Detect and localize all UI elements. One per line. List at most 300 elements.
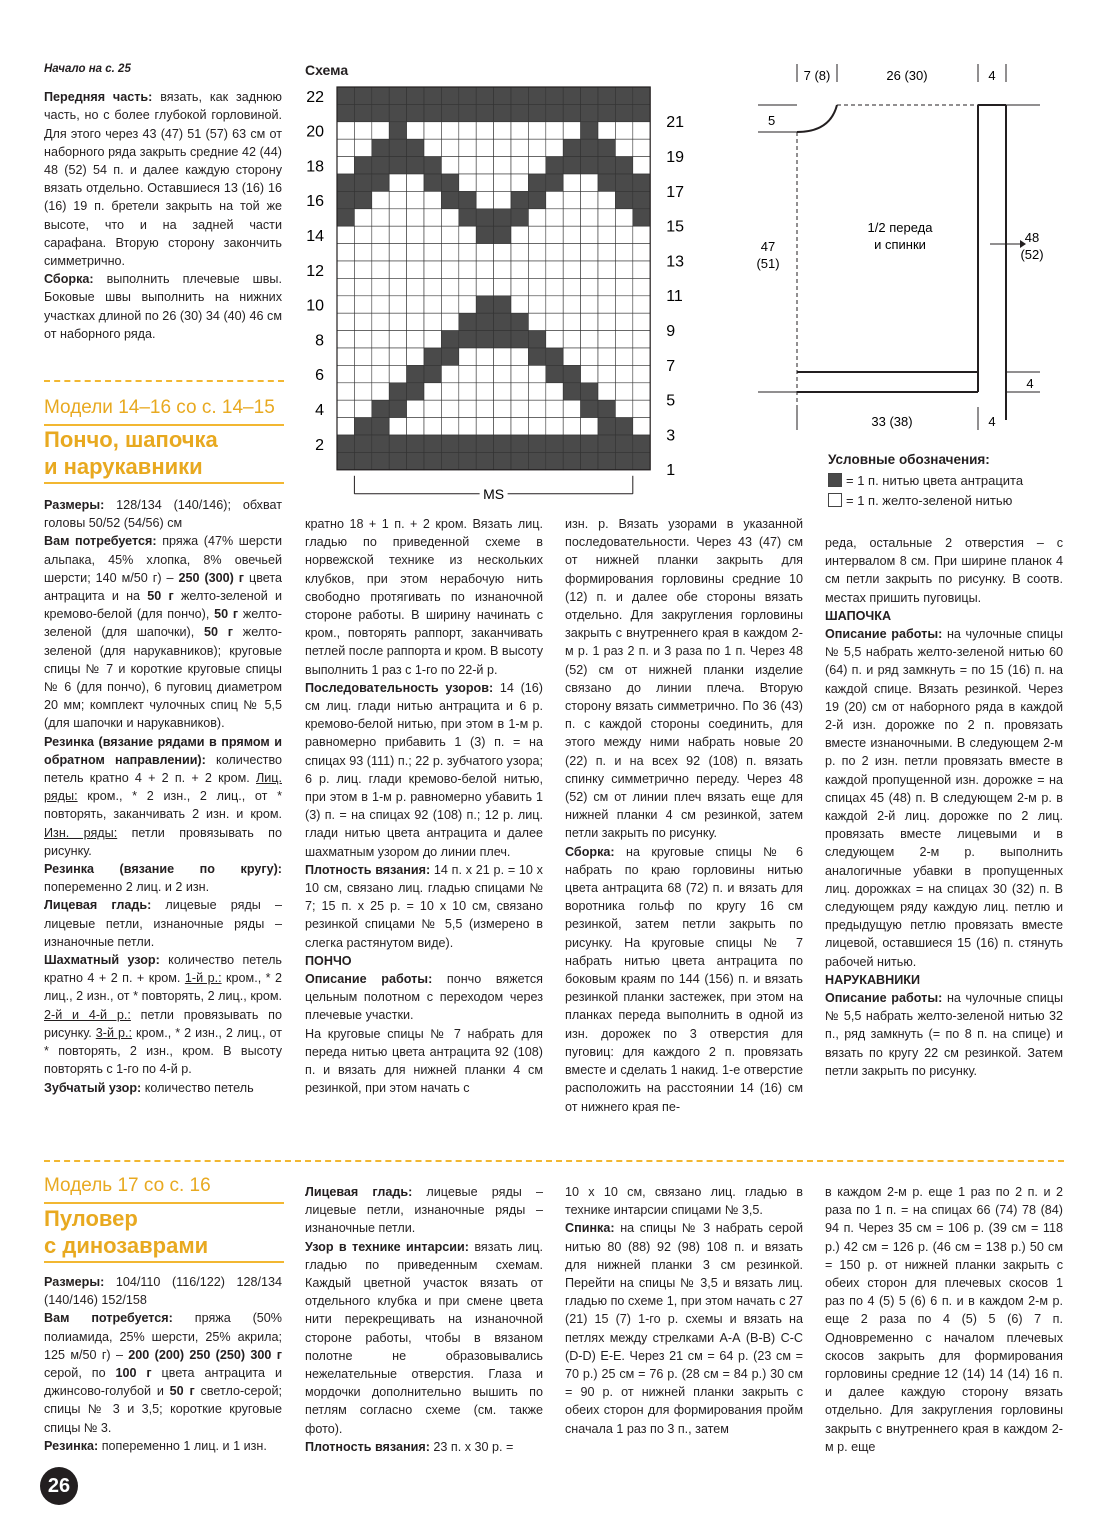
- chart-cell: [581, 296, 598, 313]
- body-text: на спицы № 3 набрать серой нитью 80 (88) 92 (98) 108 п. и вязать для нижней планки 3 см резинкой. Перейти на спицы № 3,5 и вязать лиц. гладью по схеме 1, при этом начать с 27 (21) 15 (7) 1-го р. схемы и вязать на петлях между стрелками А-А (В-В) С-С (D-D) Е-Е. Через 21 см = 64 р. (23 см = 70 р.) 25 см = 76 р. (28 см = 84 р.) 30 см = 90 р. от нижней планки закрыть с обеих сторон для формирования пройм сначала 1 раз по 3 п., затем: [565, 1221, 803, 1436]
- chart-cell: [528, 174, 545, 191]
- body-text: желто-зеленой (для нарукавников); круговые спицы № 7 и короткие круговые спицы № 6 (для пончо), 6 пуговиц диаметром 20 мм; комплект чулочных спиц № 5,5 (для шапочки и нарукавников).: [44, 625, 282, 731]
- dim-band-height: 4: [1026, 376, 1034, 391]
- chart-cell: [598, 191, 615, 208]
- chart-cell: [424, 452, 441, 469]
- chart-cell: [615, 383, 632, 400]
- chart-cell: [372, 226, 389, 243]
- chart-cell: [389, 104, 406, 121]
- chart-cell: [563, 209, 580, 226]
- chart-cell: [389, 261, 406, 278]
- body-text: в каждом 2-м р. еще 1 раз по 2 п. и 2 раза по 1 п. = на спицах 66 (74) 78 (84) 94 п. Через 35 см = 106 р. (39 см = 118 р.) 42 см = 126 р. (46 см = 138 р.) 50 см = 150 р. от нижней планки закрыть с обеих сторон для плечевых скосов 1 раз по 4 (5) 5 (6) 6 п. и в каждом 2-м р. еще 2 раза по 4 (5) 5 (6) 7 п. Одновременно с началом плечевых скосов закрыть для формирования горловины средние 12 (14) 14 (14) 16 п. и далее каждую сторону вязать отдельно. Для закругления горловины закрыть с внутреннего края в каждом 2-м р. еще: [825, 1185, 1063, 1454]
- legend-text-dark: = 1 п. нитью цвета антрацита: [846, 472, 1024, 488]
- chart-cell: [563, 244, 580, 261]
- chart-cell: [494, 226, 511, 243]
- chart-cell: [389, 435, 406, 452]
- chart-cell: [354, 244, 371, 261]
- chart-cell: [389, 296, 406, 313]
- chart-cell: [337, 261, 354, 278]
- paragraph: [44, 1273, 282, 1309]
- bold-label: ШАПОЧКА: [825, 608, 892, 623]
- chart-cell: [389, 157, 406, 174]
- chart-cell: [459, 435, 476, 452]
- bold-label: Последовательность узоров:: [305, 680, 494, 695]
- chart-cell: [459, 452, 476, 469]
- chart-cell: [511, 87, 528, 104]
- chart-cell: [476, 452, 493, 469]
- chart-cell: [476, 365, 493, 382]
- model-17-tag-underline: [44, 1202, 284, 1204]
- paragraph: [44, 951, 282, 1078]
- chart-cell: [476, 87, 493, 104]
- chart-cell: [407, 139, 424, 156]
- body-text: попеременно 2 лиц. и 2 изн.: [44, 880, 210, 895]
- chart-cell: [528, 226, 545, 243]
- bold-label: ПОНЧО: [305, 953, 352, 968]
- paragraph: [44, 1309, 282, 1436]
- chart-cell: [476, 122, 493, 139]
- chart-cell: [598, 122, 615, 139]
- chart-cell: [598, 313, 615, 330]
- chart-cell: [337, 157, 354, 174]
- dim-top-neck: 7 (8): [803, 68, 831, 83]
- body-text: кром., * 2 изн., 2 лиц., от * повторять, 2 изн., кром. В высоту повторять с 1-го по 4-й р.: [44, 1025, 282, 1077]
- chart-cell: [546, 174, 563, 191]
- section-divider: [44, 380, 284, 382]
- chart-cell: [633, 296, 650, 313]
- chart-cell: [563, 400, 580, 417]
- body-text: пончо вяжется цельным полотном с переходом через плечевые участки.: [305, 972, 543, 1023]
- chart-cell: [459, 261, 476, 278]
- chart-cell: [337, 191, 354, 208]
- chart-cell: [581, 191, 598, 208]
- chart-cell: [633, 348, 650, 365]
- chart-cell: [441, 209, 458, 226]
- paragraph: [44, 1437, 282, 1455]
- text-column-2: [305, 515, 543, 1098]
- chart-cell: [441, 383, 458, 400]
- chart-cell: [424, 331, 441, 348]
- chart-cell: [546, 191, 563, 208]
- dim-neck-depth: 5: [768, 113, 776, 128]
- chart-cell: [546, 418, 563, 435]
- chart-cell: [563, 191, 580, 208]
- chart-cell: [407, 226, 424, 243]
- chart-cell: [441, 157, 458, 174]
- chart-cell: [511, 191, 528, 208]
- chart-cell: [546, 87, 563, 104]
- paragraph: [825, 989, 1063, 1080]
- chart-cell: [546, 278, 563, 295]
- chart-cell: [511, 122, 528, 139]
- chart-cell: [528, 331, 545, 348]
- chart-cell: [494, 209, 511, 226]
- legend-title: Условные обозначения:: [828, 452, 990, 467]
- chart-cell: [494, 400, 511, 417]
- chart-cell: [407, 87, 424, 104]
- assembly-label: Сборка:: [44, 272, 94, 287]
- chart-cell: [424, 174, 441, 191]
- chart-cell: [424, 383, 441, 400]
- chart-cell: [511, 261, 528, 278]
- row-number-left: 4: [315, 401, 324, 419]
- chart-cell: [354, 331, 371, 348]
- chart-cell: [407, 383, 424, 400]
- chart-cell: [511, 418, 528, 435]
- chart-cell: [615, 122, 632, 139]
- chart-cell: [389, 209, 406, 226]
- chart-cell: [494, 365, 511, 382]
- body-text: кром., * 2 лиц., 2 изн., от * повторять, 2 лиц., кром.: [44, 971, 283, 1004]
- chart-cell: [581, 383, 598, 400]
- bold-label: Описание работы:: [825, 627, 943, 642]
- chart-cell: [546, 209, 563, 226]
- knitting-chart: [300, 82, 720, 522]
- body-text: реда, остальные 2 отверстия – с интервалом 8 см. При ширине планок 4 см петли закрыть по рисунку. В соотв. местах пришить пуговицы.: [825, 536, 1063, 605]
- chart-cell: [389, 226, 406, 243]
- dim-height-right-alt: (52): [1020, 247, 1044, 262]
- body-text: пряжа (50% полиамида, 25% шерсти, 25% акрила; 125 м/50 г) –: [44, 1311, 283, 1362]
- body-text: 14 п. х 21 р. = 10 х 10 см, связано лиц. гладью спицами № 7; 15 п. х 25 р. = 10 х 10 см, связано резинкой спицами № 5,5 (измерено в слегка растянутом виде).: [305, 862, 543, 950]
- model-title-line1: Пончо, шапочка: [44, 427, 218, 452]
- bold-label: 50 г: [214, 607, 239, 622]
- dim-height-left-alt: (51): [756, 256, 780, 271]
- chart-cell: [354, 209, 371, 226]
- chart-cell: [633, 104, 650, 121]
- chart-cell: [459, 122, 476, 139]
- chart-cell: [337, 278, 354, 295]
- chart-cell: [407, 278, 424, 295]
- bold-label: 100 г: [115, 1366, 152, 1381]
- chart-cell: [546, 383, 563, 400]
- chart-cell: [441, 452, 458, 469]
- chart-cell: [615, 157, 632, 174]
- chart-cell: [546, 244, 563, 261]
- chart-cell: [633, 452, 650, 469]
- chart-cell: [476, 418, 493, 435]
- body-text: количество петель: [141, 1080, 254, 1095]
- legend-item-dark: [828, 470, 1023, 490]
- chart-cell: [441, 87, 458, 104]
- chart-cell: [528, 313, 545, 330]
- chart-cell: [354, 139, 371, 156]
- paragraph: [305, 970, 543, 1025]
- chart-cell: [424, 261, 441, 278]
- paragraph: [44, 896, 282, 951]
- chart-cell: [441, 226, 458, 243]
- chart-cell: [407, 191, 424, 208]
- chart-cell: [615, 313, 632, 330]
- chart-cell: [424, 418, 441, 435]
- body-text: пряжа (47% шерсти альпака, 45% хлопка, 8% овечьей шерсти; 140 м/50 г) –: [44, 534, 283, 585]
- chart-cell: [441, 331, 458, 348]
- paragraph: [305, 515, 543, 679]
- chart-cell: [615, 400, 632, 417]
- chart-cell: [546, 157, 563, 174]
- row-number-left: 12: [306, 262, 324, 280]
- chart-cell: [633, 87, 650, 104]
- model-17-title-line1: Пуловер: [44, 1206, 138, 1231]
- body-text: на круговые спицы № 6 набрать по краю горловины нитью цвета антрацита 68 (72) п. и вязать для воротника гольф по кругу 16 см резинкой, затем петли закрыть по рисунку. На круговые спицы № 7 набрать нитью цвета антрацита по боковым краям по 144 (156) п. и вязать резинкой планки застежек, при этом на планках переда выполнить в одной из изн. дорожек по 3 отверстия для пуговиц: для каждого 2 п. провязать вместе и сделать 1 накид. 1-е отверстие расположить на расстоянии 14 (16) см от нижнего края пе-: [565, 844, 803, 1114]
- chart-cell: [494, 278, 511, 295]
- chart-cell: [424, 226, 441, 243]
- chart-cell: [528, 435, 545, 452]
- chart-cell: [337, 348, 354, 365]
- chart-cell: [598, 139, 615, 156]
- chart-cell: [581, 278, 598, 295]
- chart-cell: [563, 296, 580, 313]
- bold-label: Спинка:: [565, 1221, 615, 1236]
- chart-cell: [598, 348, 615, 365]
- section-divider-2: [44, 1160, 1064, 1162]
- bold-label: Вам потребуется:: [44, 534, 157, 549]
- chart-cell: [459, 174, 476, 191]
- chart-cell: [389, 348, 406, 365]
- chart-cell: [528, 400, 545, 417]
- chart-cell: [615, 87, 632, 104]
- chart-cell: [633, 313, 650, 330]
- chart-cell: [389, 452, 406, 469]
- front-text: вязать, как заднюю часть, но с более глубокой горловиной. Для этого через 43 (47) 51 (57) 63 см от наборного ряда закрыть средние 42 (44) 48 (52) 54 п. и далее каждую сторону вязать отдельно. Оставшиеся 13 (16) 16 (16) 19 п. бретели закрыть на той же высоте, что и на задней части сарафана. Вторую сторону закончить симметрично.: [44, 90, 282, 269]
- chart-cell: [598, 87, 615, 104]
- legend-swatch-dark: [828, 473, 842, 487]
- chart-cell: [528, 122, 545, 139]
- chart-cell: [424, 365, 441, 382]
- row-number-left: 6: [315, 367, 324, 385]
- chart-cell: [441, 191, 458, 208]
- row-number-right: 3: [666, 427, 676, 445]
- body-text: лицевые ряды – лицевые петли, изнаночные ряды – изнаночные петли.: [44, 898, 282, 949]
- underlined-text: 3-й р.:: [95, 1025, 133, 1040]
- chart-cell: [528, 191, 545, 208]
- chart-cell: [372, 418, 389, 435]
- bold-label: Размеры:: [44, 498, 105, 512]
- chart-cell: [476, 139, 493, 156]
- chart-cell: [581, 226, 598, 243]
- chart-cell: [389, 87, 406, 104]
- chart-cell: [511, 209, 528, 226]
- chart-cell: [424, 104, 441, 121]
- chart-cell: [633, 418, 650, 435]
- chart-cell: [337, 400, 354, 417]
- dim-bottom-width: 33 (38): [871, 414, 913, 429]
- chart-cell: [563, 174, 580, 191]
- chart-cell: [563, 226, 580, 243]
- chart-cell: [372, 313, 389, 330]
- body-text: на чулочные спицы № 5,5 набрать желто-зеленой нитью 32 п., ряд замкнуть (= по 8 п. на спице) и вязать по кругу 22 см резинкой. Затем петли закрыть по рисунку.: [825, 991, 1063, 1078]
- chart-cell: [633, 365, 650, 382]
- paragraph: [825, 625, 1063, 971]
- chart-cell: [563, 157, 580, 174]
- chart-cell: [494, 174, 511, 191]
- chart-cell: [372, 400, 389, 417]
- chart-cell: [372, 261, 389, 278]
- paragraph: [305, 1183, 543, 1238]
- text-column-5: [44, 1273, 282, 1455]
- paragraph: [825, 971, 1063, 989]
- dim-height-left: 47: [760, 239, 776, 254]
- chart-cell: [511, 244, 528, 261]
- chart-cell: [615, 226, 632, 243]
- chart-cell: [407, 313, 424, 330]
- chart-cell: [424, 87, 441, 104]
- body-text: на чулочные спицы № 5,5 набрать желто-зеленой нитью 60 (64) п. и ряд замкнуть = по 15 (16) п. на каждой спице. Вязать резинкой. Через 19 (20) см от наборного ряда в каждой 2-й изн. дорожке по 2 п. провязать вместе изнаночными. В следующем 2-м р. по 2 изн. петли провязать вместе в каждой пропущенной изн. дорожке = на спицах 45 (48) п. В следующем 2-м р. в каждой 2-й лиц. дорожке по 2 лиц. провязать вместе лицевыми и в следующем 2-м р. выполнить аналогичные убавки в пропущенных лиц. дорожках = на спицах 30 (32) п. В следующем ряду каждую лиц. петлю и предыдущую петлю провязать вместе лицевой, оставшиеся 15 (16) п. стянуть рабочей нитью.: [825, 627, 1063, 969]
- rapport-label: MS: [483, 485, 505, 502]
- paragraph: [44, 733, 282, 860]
- underlined-text: 2-й и 4-й р.:: [44, 1007, 131, 1022]
- paragraph: [305, 1025, 543, 1098]
- chart-cell: [633, 209, 650, 226]
- bold-label: Плотность вязания:: [305, 1439, 430, 1454]
- chart-cell: [354, 278, 371, 295]
- chart-cell: [615, 348, 632, 365]
- bold-label: Размеры:: [44, 1275, 105, 1289]
- chart-cell: [546, 348, 563, 365]
- chart-cell: [581, 348, 598, 365]
- chart-cell: [528, 244, 545, 261]
- bold-label: 250 (300) г: [178, 570, 245, 585]
- chart-cell: [337, 435, 354, 452]
- underlined-text: Лиц. ряды:: [44, 771, 282, 804]
- chart-cell: [615, 418, 632, 435]
- bold-label: Описание работы:: [825, 991, 943, 1006]
- chart-cell: [598, 174, 615, 191]
- body-text: 128/134 (140/146); обхват головы 50/52 (54/56) см: [44, 498, 282, 531]
- chart-cell: [476, 296, 493, 313]
- chart-cell: [633, 383, 650, 400]
- chart-cell: [424, 209, 441, 226]
- dim-bottom-band: 4: [988, 414, 996, 429]
- body-text: На круговые спицы № 7 набрать для переда нитью цвета антрацита 92 (108) п. и вязать для нижней планки 4 см резинкой, при этом начать с: [305, 1026, 543, 1096]
- chart-cell: [354, 365, 371, 382]
- paragraph: [565, 515, 803, 843]
- chart-cell: [511, 348, 528, 365]
- chart-cell: [494, 104, 511, 121]
- chart-cell: [581, 139, 598, 156]
- row-number-left: 18: [306, 158, 324, 176]
- row-number-right: 1: [666, 462, 676, 480]
- chart-cell: [581, 104, 598, 121]
- chart-cell: [528, 157, 545, 174]
- chart-cell: [459, 400, 476, 417]
- chart-cell: [546, 139, 563, 156]
- body-text: цвета антрацита и на: [44, 570, 282, 604]
- row-number-right: 13: [666, 253, 684, 271]
- chart-cell: [581, 174, 598, 191]
- chart-cell: [581, 418, 598, 435]
- chart-cell: [546, 331, 563, 348]
- chart-cell: [494, 139, 511, 156]
- body-text: вязать лиц. гладью по приведенным схемам. Каждый цветной участок вязать от отдельного клубка и при смене цвета нити перекрещивать на изнаночной стороне работы, чтобы в вязаном полотне не образовывались нежелательные отверстия. Глаза и мордочки дополнительно вышить по петлям согласно схеме (см. также фото).: [305, 1239, 544, 1436]
- chart-cell: [615, 278, 632, 295]
- chart-cell: [337, 209, 354, 226]
- chart-cell: [389, 383, 406, 400]
- chart-cell: [441, 278, 458, 295]
- chart-cell: [389, 418, 406, 435]
- chart-cell: [441, 365, 458, 382]
- chart-cell: [546, 365, 563, 382]
- chart-cell: [563, 365, 580, 382]
- chart-cell: [598, 400, 615, 417]
- chart-cell: [546, 122, 563, 139]
- chart-cell: [389, 244, 406, 261]
- chart-cell: [441, 348, 458, 365]
- chart-cell: [633, 244, 650, 261]
- paragraph: [565, 1183, 803, 1219]
- model-17-title: [44, 1205, 208, 1259]
- chart-cell: [581, 452, 598, 469]
- chart-cell: [337, 296, 354, 313]
- pattern-label-line2: и спинки: [874, 237, 926, 252]
- chart-cell: [424, 157, 441, 174]
- chart-cell: [615, 209, 632, 226]
- body-text: желто-зеленой (для шапочки),: [44, 607, 282, 640]
- body-text: 10 х 10 см, связано лиц. гладью в технике интарсии спицами № 3,5.: [565, 1185, 803, 1218]
- chart-cell: [441, 139, 458, 156]
- chart-cell: [407, 157, 424, 174]
- chart-cell: [441, 313, 458, 330]
- row-number-left: 22: [306, 88, 324, 106]
- chart-cell: [354, 191, 371, 208]
- chart-cell: [337, 331, 354, 348]
- chart-cell: [424, 348, 441, 365]
- chart-cell: [354, 383, 371, 400]
- chart-cell: [354, 174, 371, 191]
- chart-cell: [459, 331, 476, 348]
- paragraph: [44, 860, 282, 896]
- chart-cell: [511, 157, 528, 174]
- chart-cell: [424, 191, 441, 208]
- paragraph: [44, 532, 282, 732]
- chart-cell: [476, 400, 493, 417]
- bold-label: 50 г: [204, 625, 234, 640]
- text-column-1: [44, 496, 282, 1097]
- chart-cell: [633, 122, 650, 139]
- chart-cell: [459, 226, 476, 243]
- chart-cell: [354, 87, 371, 104]
- chart-cell: [598, 435, 615, 452]
- chart-cell: [407, 365, 424, 382]
- legend-swatch-light: [828, 493, 842, 507]
- chart-cell: [563, 383, 580, 400]
- bold-label: Узор в технике интарсии:: [305, 1239, 469, 1254]
- body-text: кром., * 2 изн., 2 лиц., от * повторять, заканчивать 2 изн. и кром.: [44, 789, 282, 822]
- chart-cell: [424, 313, 441, 330]
- chart-cell: [494, 296, 511, 313]
- chart-cell: [633, 435, 650, 452]
- model-tag: Модели 14–16 со с. 14–15: [44, 397, 275, 418]
- chart-cell: [407, 174, 424, 191]
- chart-cell: [407, 261, 424, 278]
- chart-cell: [424, 435, 441, 452]
- chart-cell: [598, 104, 615, 121]
- chart-cell: [459, 104, 476, 121]
- chart-cell: [546, 452, 563, 469]
- front-label: Передняя часть:: [44, 90, 153, 105]
- chart-cell: [494, 435, 511, 452]
- dim-height-right: 48: [1024, 230, 1040, 245]
- chart-cell: [581, 244, 598, 261]
- chart-cell: [337, 104, 354, 121]
- chart-cell: [459, 244, 476, 261]
- chart-cell: [563, 331, 580, 348]
- legend: [828, 452, 1023, 510]
- chart-cell: [424, 139, 441, 156]
- chart-cell: [598, 244, 615, 261]
- bold-label: Сборка:: [565, 844, 615, 859]
- chart-cell: [372, 191, 389, 208]
- body-text: количество петель кратно 4 + 2 п. + 2 кром.: [44, 752, 282, 786]
